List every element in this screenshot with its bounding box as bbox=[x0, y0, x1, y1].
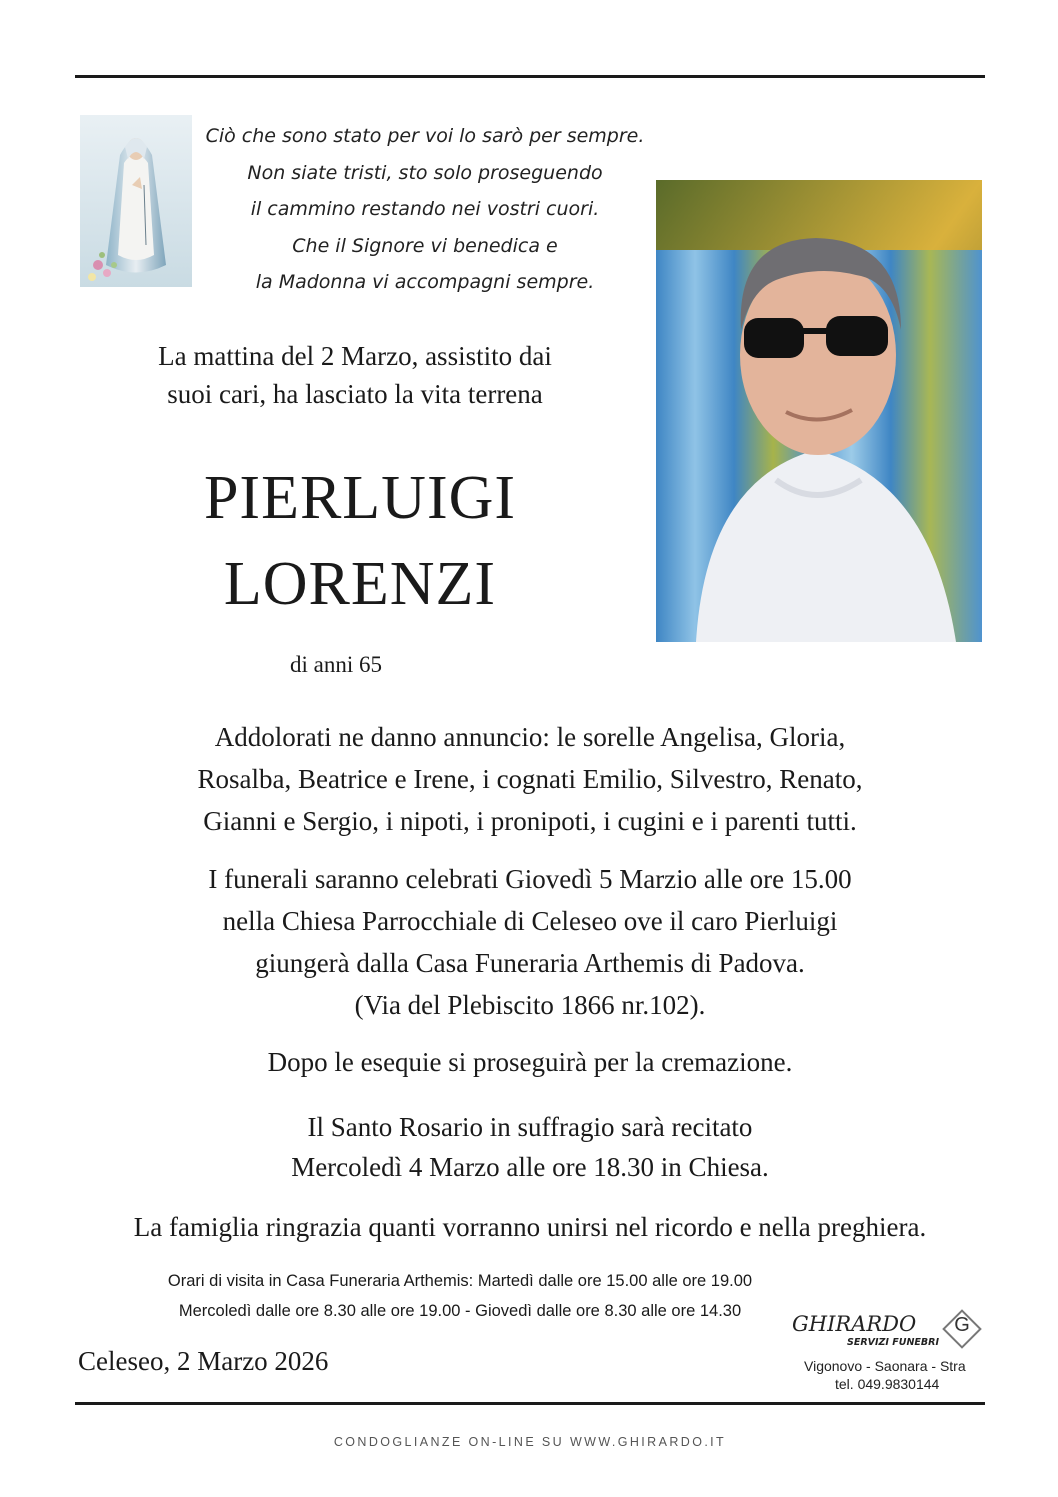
funeral-line: nella Chiesa Parrocchiale di Celeseo ove il caro Pierluigi bbox=[222, 906, 838, 936]
poem-line: Non siate tristi, sto solo proseguendo bbox=[247, 161, 603, 184]
thanks-note bbox=[75, 1207, 985, 1247]
funeral-home-logo bbox=[780, 1305, 990, 1395]
visits-line: Orari di visita in Casa Funeraria Arthemis: Martedì dalle ore 15.00 alle ore 19.00 bbox=[167, 1272, 753, 1290]
logo-wordmark: GHIRARDO bbox=[792, 1312, 917, 1336]
cremation-note bbox=[75, 1042, 985, 1082]
rosary-line: Il Santo Rosario in suffragio sarà recitato bbox=[307, 1112, 753, 1142]
announcement-line: Addolorati ne danno annuncio: le sorelle Angelisa, Gloria, bbox=[214, 722, 846, 752]
rosary-details bbox=[75, 1107, 985, 1187]
age: di anni 65 bbox=[290, 652, 382, 677]
poem bbox=[195, 118, 655, 301]
deceased-name bbox=[75, 455, 645, 627]
poem-line: il cammino restando nei vostri cuori. bbox=[250, 198, 600, 220]
logo-subtitle: SERVIZI FUNEBRI bbox=[847, 1337, 939, 1348]
announcement-line: Gianni e Sergio, i nipoti, i pronipoti, i cugini e i parenti tutti. bbox=[203, 806, 857, 836]
madonna-image bbox=[80, 115, 192, 287]
logo-phone: tel. 049.9830144 bbox=[835, 1376, 940, 1392]
funeral-line: (Via del Plebiscito 1866 nr.102). bbox=[354, 990, 706, 1020]
visiting-hours bbox=[75, 1266, 845, 1326]
intro-text bbox=[95, 337, 615, 413]
place-date: Celeseo, 2 Marzo 2026 bbox=[78, 1346, 329, 1376]
visits-line: Mercoledì dalle ore 8.30 alle ore 19.00 - Giovedì dalle ore 8.30 alle ore 14.30 bbox=[178, 1302, 742, 1320]
portrait-photo bbox=[656, 180, 982, 642]
announcement-line: Rosalba, Beatrice e Irene, i cognati Emilio, Silvestro, Renato, bbox=[197, 764, 863, 794]
logo-towns: Vigonovo - Saonara - Stra bbox=[804, 1358, 966, 1374]
funeral-line: I funerali saranno celebrati Giovedì 5 Marzio alle ore 15.00 bbox=[208, 864, 852, 894]
funeral-details bbox=[75, 858, 985, 1026]
announcement bbox=[75, 716, 985, 842]
cremation-line: Dopo le esequie si proseguirà per la cremazione. bbox=[267, 1047, 793, 1077]
intro-line: La mattina del 2 Marzo, assistito dai bbox=[158, 341, 552, 371]
poem-line: Ciò che sono stato per voi lo sarò per sempre. bbox=[205, 125, 645, 147]
rosary-line: Mercoledì 4 Marzo alle ore 18.30 in Chiesa. bbox=[291, 1152, 769, 1182]
poem-line: Che il Signore vi benedica e bbox=[292, 234, 558, 257]
thanks-line: La famiglia ringrazia quanti vorranno unirsi nel ricordo e nella preghiera. bbox=[133, 1212, 927, 1242]
top-rule bbox=[75, 75, 985, 78]
footer-condolences: CONDOGLIANZE ON-LINE SU WWW.GHIRARDO.IT bbox=[333, 1435, 727, 1449]
intro-line: suoi cari, ha lasciato la vita terrena bbox=[167, 379, 543, 409]
bottom-rule bbox=[75, 1402, 985, 1405]
poem-line: la Madonna vi accompagni sempre. bbox=[255, 271, 595, 293]
funeral-line: giungerà dalla Casa Funeraria Arthemis di Padova. bbox=[255, 948, 805, 978]
first-name: PIERLUIGI bbox=[203, 464, 517, 532]
last-name: LORENZI bbox=[223, 550, 497, 618]
logo-letter: G bbox=[954, 1314, 970, 1336]
